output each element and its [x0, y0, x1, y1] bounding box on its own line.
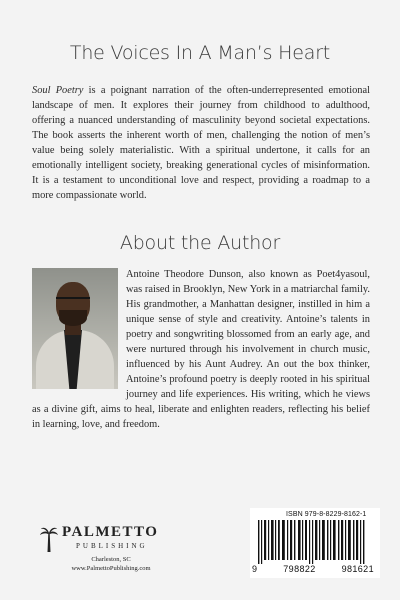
barcode-digits	[252, 564, 374, 574]
barcode-digits-right: 981621	[341, 564, 374, 574]
author-bio	[32, 267, 370, 432]
publisher-subtitle: PUBLISHING	[76, 542, 148, 550]
palmetto-tree-icon	[40, 525, 58, 553]
book-title: The Voices In A Man’s Heart	[69, 42, 331, 64]
barcode-icon	[258, 520, 370, 564]
publisher-url: www.PalmettoPublishing.com	[71, 565, 151, 572]
author-bio-text: Antoine Theodore Dunson, also known as Poet4yasoul, was raised in Brooklyn, New York in a matriarchal family. His grandmother, a Manhattan designer, instilled in him a unique sense of style and creativity. Antoine’s talents in poetry and songwriting blossomed from an early age, and were nurtured through his involvement in church music, influenced by his Aunt Audrey. An out the box thinker, Antoine’s profound poetry is deeply rooted in his spiritual journey and life experiences. His writing, which he views as a divine gift, aims to heal, liberate and enlighten readers, reflecting his belief in learning, love, and freedom.	[32, 269, 370, 430]
barcode-digits-left: 798822	[283, 564, 316, 574]
publisher-city: Charleston, SC	[91, 556, 131, 563]
barcode-digit-first: 9	[252, 564, 258, 574]
blurb-lead-title: Soul Poetry	[32, 85, 84, 96]
isbn-label: ISBN 979-8-8229-8162-1	[286, 511, 367, 518]
blurb-text: is a poignant narration of the often-underrepresented emotional landscape of men. It explores their journey from childhood to adulthood, offering a nuanced understanding of masculinity beyond societal expectations. The book asserts the inherent worth of men, challenging the notion of men’s value being solely materialistic. With a spiritual undertone, it calls for an emotionally intelligent society, breaking generational cycles of misinformation. It is a testament to unconditional love and respect, providing a roadmap to a more compassionate world.	[32, 85, 370, 201]
book-blurb	[32, 83, 370, 203]
about-author-heading: About the Author	[119, 232, 281, 254]
author-photo	[32, 268, 118, 389]
publisher-name: PALMETTO	[62, 524, 159, 540]
